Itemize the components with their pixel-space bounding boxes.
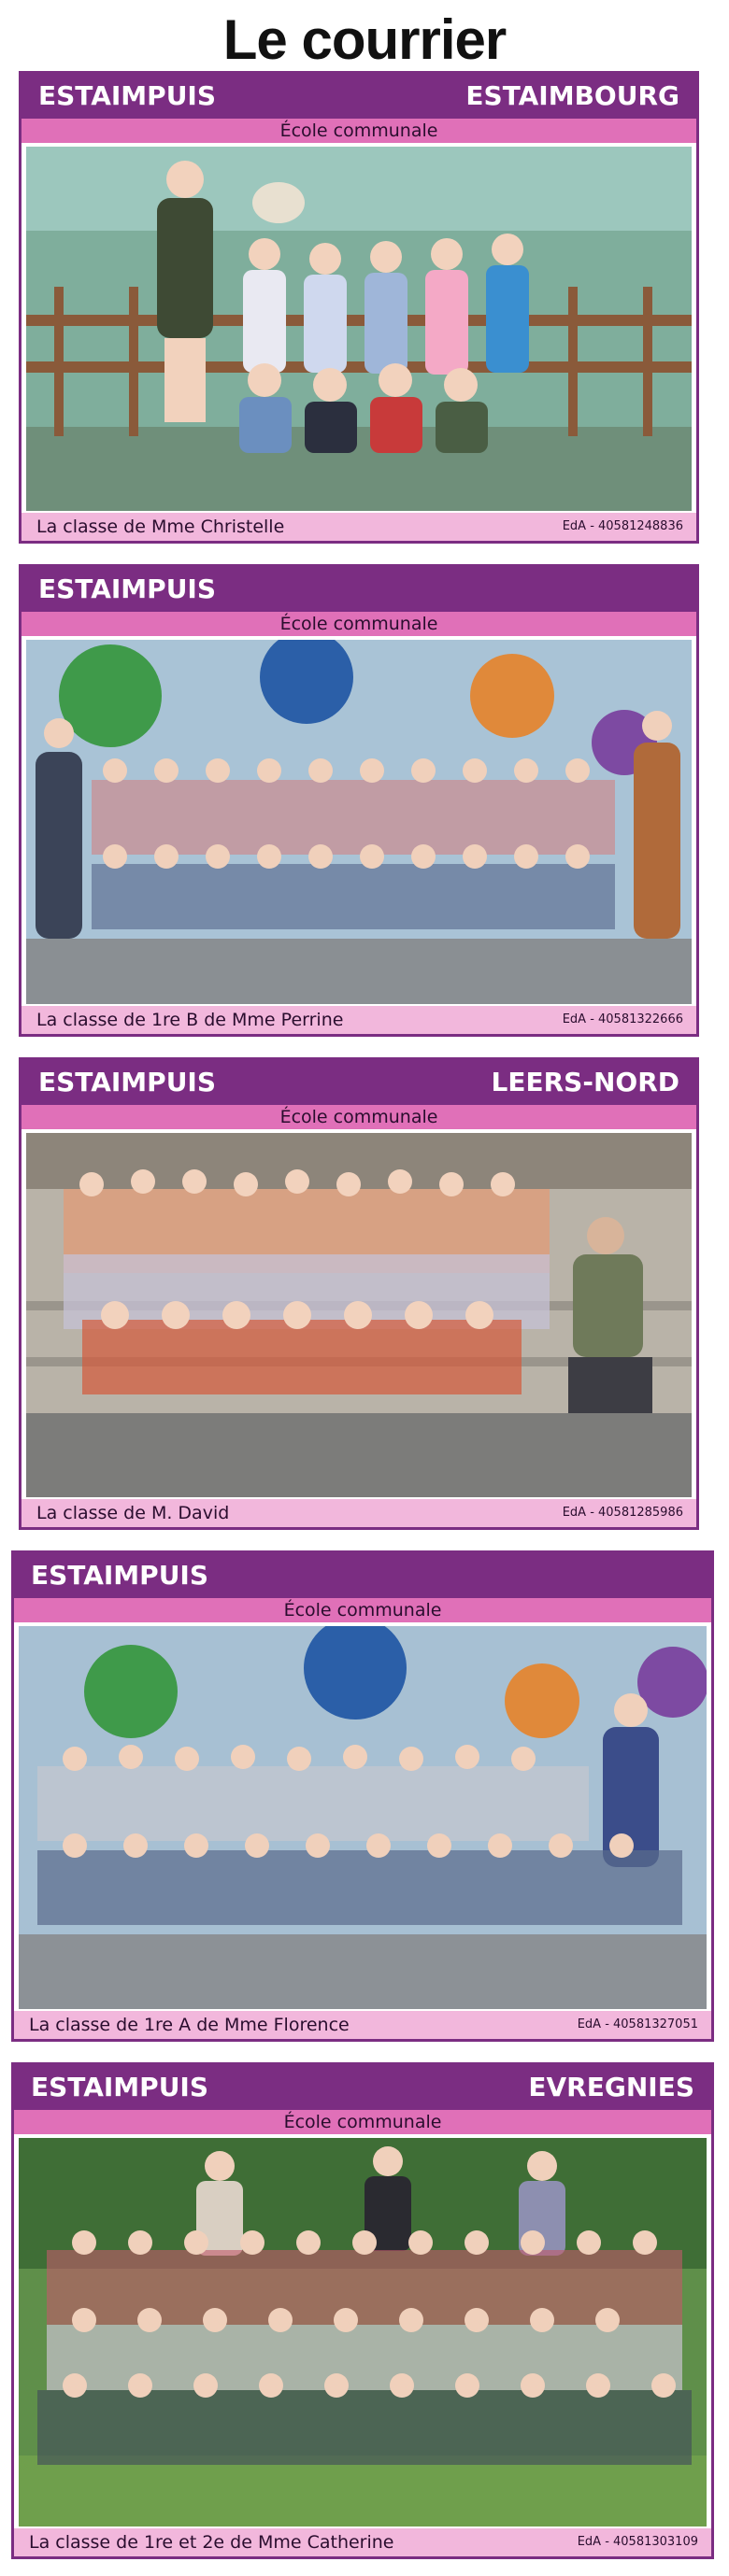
school-name: École communale [21, 612, 696, 636]
class-photo-card [11, 2062, 714, 2559]
class-photo [26, 147, 692, 511]
header-village: ESTAIMBOURG [465, 80, 679, 111]
header-village: LEERS-NORD [491, 1067, 679, 1097]
photo-reference: EdA - 40581303109 [577, 2535, 698, 2549]
card-header [21, 1060, 696, 1105]
card-footer [21, 1499, 696, 1527]
page-title: Le courrier [222, 8, 507, 71]
class-caption: La classe de M. David [36, 1503, 230, 1523]
class-photo-card [19, 564, 699, 1037]
class-photo-card [11, 1550, 714, 2042]
school-name: École communale [21, 1105, 696, 1129]
photo-reference: EdA - 40581322666 [562, 1012, 683, 1026]
card-footer [21, 1006, 696, 1034]
class-caption: La classe de 1re A de Mme Florence [29, 2015, 350, 2035]
header-town: ESTAIMPUIS [31, 2072, 209, 2102]
class-photo-card [19, 1057, 699, 1530]
class-caption: La classe de 1re B de Mme Perrine [36, 1010, 344, 1030]
school-name: École communale [21, 119, 696, 143]
card-footer [14, 2528, 711, 2556]
school-name: École communale [14, 2110, 711, 2134]
header-town: ESTAIMPUIS [38, 573, 217, 604]
class-photo [26, 1133, 692, 1497]
school-name: École communale [14, 1598, 711, 1622]
header-town: ESTAIMPUIS [31, 1560, 209, 1591]
class-caption: La classe de Mme Christelle [36, 517, 285, 537]
class-caption: La classe de 1re et 2e de Mme Catherine [29, 2532, 394, 2553]
header-town: ESTAIMPUIS [38, 1067, 217, 1097]
photo-reference: EdA - 40581248836 [562, 519, 683, 533]
card-footer [14, 2011, 711, 2039]
photo-reference: EdA - 40581285986 [562, 1506, 683, 1520]
card-footer [21, 513, 696, 541]
class-photo [26, 640, 692, 1004]
card-header [14, 2065, 711, 2110]
card-header [21, 567, 696, 612]
photo-reference: EdA - 40581327051 [577, 2017, 698, 2031]
header-village: EVREGNIES [528, 2072, 694, 2102]
card-header [14, 1553, 711, 1598]
header-town: ESTAIMPUIS [38, 80, 217, 111]
card-header [21, 74, 696, 119]
class-photo [19, 2138, 707, 2526]
class-photo-card [19, 71, 699, 544]
class-photo [19, 1626, 707, 2009]
